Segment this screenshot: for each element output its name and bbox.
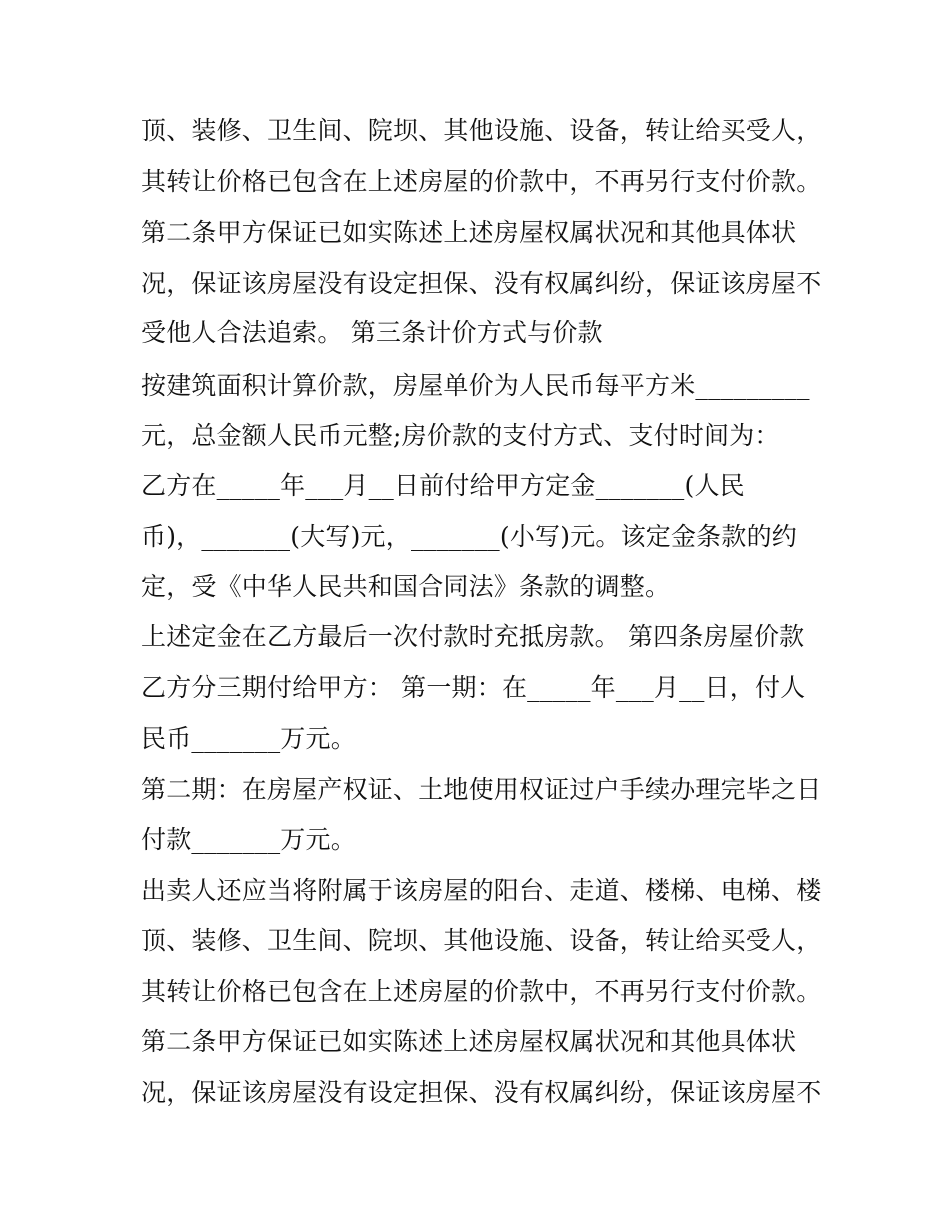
text-line: 顶、装修、卫生间、院坝、其他设施、设备，转让给买受人， <box>141 926 822 955</box>
text-line: 顶、装修、卫生间、院坝、其他设施、设备，转让给买受人， <box>141 116 822 145</box>
text-line: 民币_______万元。 <box>141 724 356 753</box>
text-line: 况，保证该房屋没有设定担保、没有权属纠纷，保证该房屋不 <box>141 1078 822 1107</box>
text-line: 付款_______万元。 <box>141 825 356 854</box>
text-line: 乙方分三期付给甲方： 第一期：在_____年___月__日，付人 <box>141 673 806 702</box>
text-line: 上述定金在乙方最后一次付款时充抵房款。 第四条房屋价款 <box>141 622 805 651</box>
text-line: 按建筑面积计算价款，房屋单价为人民币每平方米_________ <box>141 371 810 400</box>
text-line: 第二条甲方保证已如实陈述上述房屋权属状况和其他具体状 <box>141 1027 797 1056</box>
text-line: 乙方在_____年___月__日前付给甲方定金_______(人民 <box>141 471 745 500</box>
text-line: 其转让价格已包含在上述房屋的价款中，不再另行支付价款。 <box>141 977 822 1006</box>
text-line: 出卖人还应当将附属于该房屋的阳台、走道、楼梯、电梯、楼 <box>141 876 822 905</box>
text-line: 受他人合法追索。 第三条计价方式与价款 <box>141 318 603 347</box>
text-line: 币)，_______(大写)元，_______(小写)元。该定金条款的约 <box>141 522 797 551</box>
text-line: 第二条甲方保证已如实陈述上述房屋权属状况和其他具体状 <box>141 218 797 247</box>
text-line: 况，保证该房屋没有设定担保、没有权属纠纷，保证该房屋不 <box>141 269 822 298</box>
text-line: 第二期：在房屋产权证、土地使用权证过户手续办理完毕之日 <box>141 775 822 804</box>
text-line: 其转让价格已包含在上述房屋的价款中，不再另行支付价款。 <box>141 167 822 196</box>
text-line: 定，受《中华人民共和国合同法》条款的调整。 <box>141 572 671 601</box>
text-line: 元，总金额人民币元整;房价款的支付方式、支付时间为： <box>141 421 780 450</box>
